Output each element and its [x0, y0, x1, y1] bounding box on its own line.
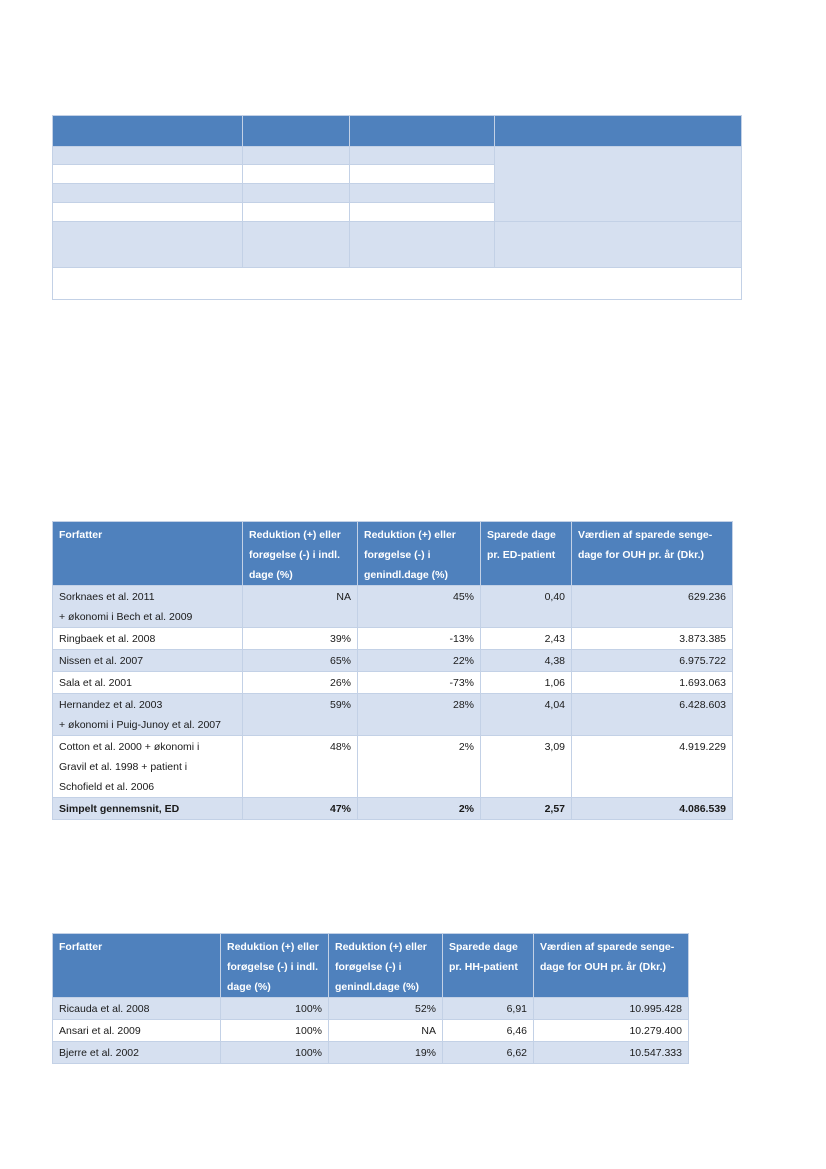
header-saved-days: Sparede dage pr. HH-patient — [443, 934, 534, 998]
author-line: Cotton et al. 2000 + økonomi i — [59, 741, 200, 753]
empty-cell — [243, 203, 350, 222]
empty-cell — [53, 184, 243, 203]
saved-days-cell: 6,62 — [443, 1042, 534, 1064]
hh-savings-table — [52, 933, 689, 1064]
admission-reduction-cell: 39% — [243, 628, 358, 650]
author-line: Gravil et al. 1998 + patient i — [59, 761, 188, 773]
empty-header-cell — [243, 116, 350, 147]
admission-reduction-cell: 48% — [243, 736, 358, 798]
admission-reduction-cell: 100% — [221, 998, 329, 1020]
table-row — [53, 268, 742, 300]
saved-days-cell: 3,09 — [481, 736, 572, 798]
value-cell: 3.873.385 — [572, 628, 733, 650]
empty-cell — [350, 203, 495, 222]
total-readmission-reduction-cell: 2% — [358, 798, 481, 820]
readmission-reduction-cell: 28% — [358, 694, 481, 736]
empty-cell — [350, 184, 495, 203]
empty-cell — [243, 147, 350, 165]
total-admission-reduction-cell: 47% — [243, 798, 358, 820]
saved-days-cell: 1,06 — [481, 672, 572, 694]
value-cell: 1.693.063 — [572, 672, 733, 694]
admission-reduction-cell: NA — [243, 586, 358, 628]
readmission-reduction-cell: 52% — [329, 998, 443, 1020]
table-row — [53, 672, 733, 694]
readmission-reduction-cell: 19% — [329, 1042, 443, 1064]
empty-cell — [53, 203, 243, 222]
table-row — [53, 1020, 689, 1042]
table-row — [53, 222, 742, 268]
saved-days-cell: 2,43 — [481, 628, 572, 650]
header-author: Forfatter — [53, 934, 221, 998]
author-line: + økonomi i Bech et al. 2009 — [59, 611, 193, 623]
value-cell: 6.428.603 — [572, 694, 733, 736]
empty-cell — [53, 222, 243, 268]
author-cell: Ringbaek et al. 2008 — [53, 628, 243, 650]
total-saved-days-cell: 2,57 — [481, 798, 572, 820]
author-cell — [53, 586, 243, 628]
table-row — [53, 586, 733, 628]
empty-header-cell — [53, 116, 243, 147]
author-line: + økonomi i Puig-Junoy et al. 2007 — [59, 719, 221, 731]
value-cell: 10.547.333 — [534, 1042, 689, 1064]
author-cell — [53, 694, 243, 736]
header-reduction-readmission-days: Reduktion (+) eller forøgelse (-) i genindl.dage (%) — [358, 522, 481, 586]
readmission-reduction-cell: 22% — [358, 650, 481, 672]
table-header-row — [53, 522, 733, 586]
author-cell: Ansari et al. 2009 — [53, 1020, 221, 1042]
empty-cell — [243, 165, 350, 184]
admission-reduction-cell: 59% — [243, 694, 358, 736]
readmission-reduction-cell: NA — [329, 1020, 443, 1042]
admission-reduction-cell: 100% — [221, 1042, 329, 1064]
header-reduction-admission-days: Reduktion (+) eller forøgelse (-) i indl. dage (%) — [243, 522, 358, 586]
admission-reduction-cell: 65% — [243, 650, 358, 672]
empty-header-cell — [495, 116, 742, 147]
ed-savings-table — [52, 521, 733, 820]
saved-days-cell: 4,38 — [481, 650, 572, 672]
author-line: Hernandez et al. 2003 — [59, 699, 163, 711]
author-line: Schofield et al. 2006 — [59, 781, 155, 793]
table-row — [53, 147, 742, 165]
empty-cell — [53, 147, 243, 165]
table-header-row — [53, 934, 689, 998]
total-label-cell: Simpelt gennemsnit, ED — [53, 798, 243, 820]
saved-days-cell: 6,91 — [443, 998, 534, 1020]
value-cell: 4.919.229 — [572, 736, 733, 798]
readmission-reduction-cell: -13% — [358, 628, 481, 650]
author-cell — [53, 736, 243, 798]
admission-reduction-cell: 26% — [243, 672, 358, 694]
table-row — [53, 650, 733, 672]
empty-cell — [350, 147, 495, 165]
header-saved-days: Sparede dage pr. ED-patient — [481, 522, 572, 586]
header-author: Forfatter — [53, 522, 243, 586]
empty-cell — [350, 222, 495, 268]
empty-cell — [495, 222, 742, 268]
value-cell: 10.279.400 — [534, 1020, 689, 1042]
empty-cell — [350, 165, 495, 184]
author-cell: Nissen et al. 2007 — [53, 650, 243, 672]
author-cell: Bjerre et al. 2002 — [53, 1042, 221, 1064]
readmission-reduction-cell: -73% — [358, 672, 481, 694]
saved-days-cell: 0,40 — [481, 586, 572, 628]
empty-cell — [243, 184, 350, 203]
header-value-saved-bed-days: Værdien af sparede senge-dage for OUH pr. år (Dkr.) — [534, 934, 689, 998]
table-row — [53, 736, 733, 798]
readmission-reduction-cell: 2% — [358, 736, 481, 798]
table-row — [53, 694, 733, 736]
empty-footer-cell — [53, 268, 742, 300]
table-row — [53, 628, 733, 650]
readmission-reduction-cell: 45% — [358, 586, 481, 628]
value-cell: 629.236 — [572, 586, 733, 628]
author-line: Sorknaes et al. 2011 — [59, 591, 155, 603]
admission-reduction-cell: 100% — [221, 1020, 329, 1042]
empty-cell — [243, 222, 350, 268]
saved-days-cell: 6,46 — [443, 1020, 534, 1042]
value-cell: 6.975.722 — [572, 650, 733, 672]
value-cell: 10.995.428 — [534, 998, 689, 1020]
header-reduction-readmission-days: Reduktion (+) eller forøgelse (-) i genindl.dage (%) — [329, 934, 443, 998]
total-value-cell: 4.086.539 — [572, 798, 733, 820]
author-cell: Ricauda et al. 2008 — [53, 998, 221, 1020]
table-row — [53, 998, 689, 1020]
saved-days-cell: 4,04 — [481, 694, 572, 736]
author-cell: Sala et al. 2001 — [53, 672, 243, 694]
header-reduction-admission-days: Reduktion (+) eller forøgelse (-) i indl. dage (%) — [221, 934, 329, 998]
empty-table-header — [53, 116, 742, 147]
empty-table — [52, 115, 742, 300]
header-value-saved-bed-days: Værdien af sparede senge-dage for OUH pr. år (Dkr.) — [572, 522, 733, 586]
empty-header-cell — [350, 116, 495, 147]
table-row — [53, 1042, 689, 1064]
empty-merged-cell — [495, 147, 742, 222]
empty-cell — [53, 165, 243, 184]
table-total-row — [53, 798, 733, 820]
